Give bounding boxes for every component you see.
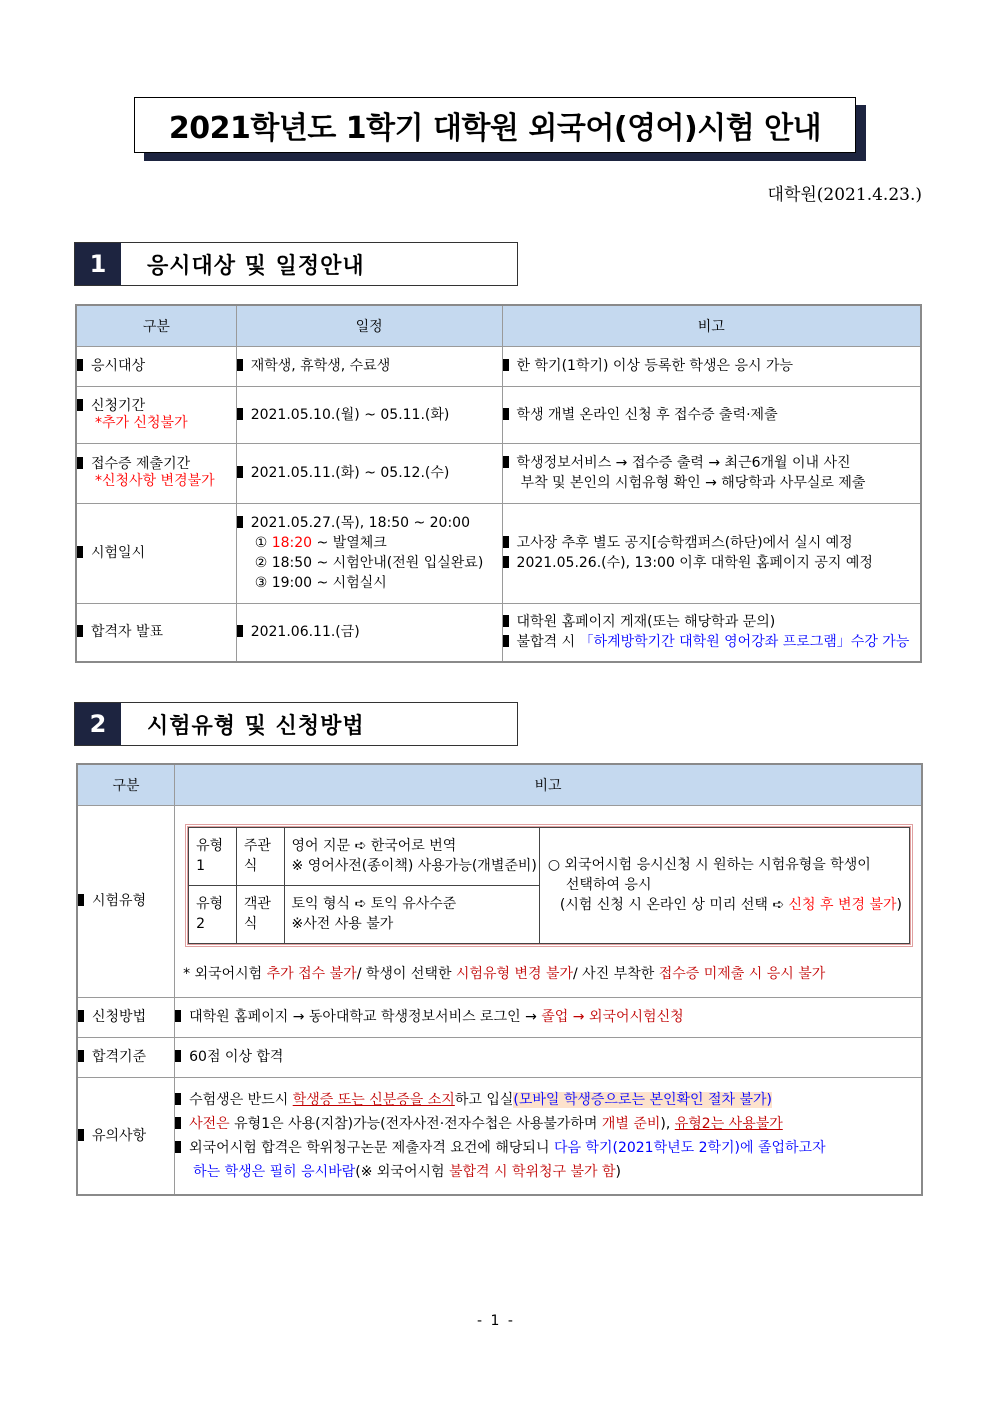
table-row [77,1037,922,1077]
type-note-line1: ○ 외국어시험 응시신청 시 원하는 시험유형을 학생이 [547,857,871,873]
section-1-number: 1 [75,243,121,285]
bullet-icon [503,556,509,568]
warning-line [175,947,921,983]
type-line2: ※ 영어사전(종이책) 사용가능(개별준비) [291,858,537,874]
row-note-line1: 학생정보서비스 → 접수증 출력 → 최근6개월 이내 사진 [516,455,851,471]
page-number: - 1 - [477,1313,515,1329]
row-label-sub: *신청사항 변경불가 [95,473,215,489]
warning-text: / 학생이 선택한 [356,965,456,982]
note-text: 외국어시험 합격은 학위청구논문 제출자격 요건에 해당되니 [189,1139,554,1156]
bullet-icon [78,1050,84,1062]
row-note-line1: 고사장 추후 별도 공지[승학캠퍼스(하단)에서 실시 예정 [516,535,853,551]
bullet-icon [503,359,509,371]
type-line1: 영어 지문 ➪ 한국어로 번역 [291,838,457,854]
header-category: 구분 [77,764,175,805]
exam-datetime: 2021.05.27.(목), 18:50 ~ 20:00 [250,515,470,531]
bullet-icon [77,546,83,558]
type-note-line3-pre: (시험 신청 시 온라인 상 미리 선택 ➪ [559,897,789,913]
section-2-title: 시험유형 및 신청방법 [147,713,365,739]
note-text: (※ 외국어시험 [355,1163,449,1180]
row-label: 유의사항 [92,1127,147,1144]
type-name: 유형 2 [189,885,237,943]
bullet-icon [77,625,83,637]
apply-path: 대학원 홈페이지 → 동아대학교 학생정보서비스 로그인 → [189,1009,542,1025]
step-3: ③ 19:00 ~ 시험실시 [254,575,387,591]
section-1-header [74,242,518,286]
note-blue: (모바일 학생증으로는 본인확인 절차 불가) [513,1091,773,1108]
section-2-number: 2 [75,703,121,745]
type-name: 유형 1 [189,827,237,885]
note-red: 불합격 시 학위청구 불가 함 [448,1163,616,1180]
table-header-row [76,305,921,346]
warning-text: / 사진 부착한 [573,965,659,982]
header-note: 비고 [175,764,922,805]
section-1-title: 응시대상 및 일정안내 [147,253,365,279]
type-note-line2: 선택하여 응시 [565,877,652,893]
bullet-icon [503,456,509,468]
note-red: 사전은 [189,1115,230,1132]
table-row [76,603,921,662]
note-text: ), [660,1115,675,1132]
header-category: 구분 [76,305,236,346]
row-note: 한 학기(1학기) 이상 등록한 학생은 응시 가능 [516,358,793,374]
row-label: 합격자 발표 [91,624,164,641]
bullet-icon [78,1010,84,1022]
row-schedule: 2021.06.11.(금) [250,624,360,641]
bullet-icon [237,359,243,371]
table-row [77,805,922,997]
table-row [76,346,921,386]
bullet-icon [503,615,509,627]
row-note-line2: 부착 및 본인의 시험유형 확인 → 해당학과 사무실로 제출 [520,475,866,491]
row-label: 신청방법 [92,1009,147,1025]
table-row [77,1077,922,1195]
table-row [77,997,922,1037]
note-red: 유형2는 사용불가 [674,1115,783,1132]
table-row [76,503,921,603]
type-row [189,827,910,885]
note-red: 개별 준비 [601,1115,661,1132]
bullet-icon [78,894,84,906]
bullet-icon [175,1050,181,1062]
header-schedule: 일정 [236,305,502,346]
step-2: ② 18:50 ~ 시험안내(전원 입실완료) [254,555,484,571]
bullet-icon [237,466,243,478]
type-kind: 주관식 [236,827,284,885]
row-label: 합격기준 [92,1049,147,1065]
table-header-row [77,764,922,805]
table-row [76,386,921,443]
header-note: 비고 [502,305,921,346]
row-note-line2-pre: 불합격 시 [516,634,580,651]
warning-red: 추가 접수 불가 [266,965,357,982]
warning-red: 접수증 미제출 시 응시 불가 [658,965,826,982]
step-1-number: ① [254,535,268,551]
row-note: 학생 개별 온라인 신청 후 접수증 출력·제출 [516,406,778,423]
bullet-icon [77,359,83,371]
step-1-time: 18:20 [271,535,313,551]
bullet-icon [175,1117,181,1129]
bullet-icon [237,516,243,528]
note-blue: 하는 학생은 필히 응시바람 [193,1163,356,1180]
exam-type-inner-table [188,827,910,944]
page-title: 2021학년도 1학기 대학원 외국어(영어)시험 안내 [134,97,856,153]
row-label: 신청기간 [91,397,146,414]
title-block [134,97,866,163]
exam-type-table [76,763,923,1196]
row-label-sub: *추가 신청불가 [95,414,188,431]
bullet-icon [78,1129,84,1141]
table-row [76,443,921,503]
bullet-icon [503,408,509,420]
bullet-icon [237,625,243,637]
row-schedule: 2021.05.10.(월) ~ 05.11.(화) [250,406,450,423]
warning-red: 시험유형 변경 불가 [455,965,574,982]
note-blue: 다음 학기(2021학년도 2학기)에 졸업하고자 [553,1139,826,1156]
bullet-icon [503,536,509,548]
step-1-text: ~ 발열체크 [316,535,387,551]
bullet-icon [503,635,509,647]
note-text: 유형1은 사용(지참)가능(전자사전·전자수첩은 사용불가하며 [229,1115,602,1132]
warning-text: * 외국어시험 [183,965,267,982]
note-text: ) [615,1163,622,1180]
note-red: 학생증 또는 신분증을 소지 [292,1091,455,1108]
row-note-line2: 2021.05.26.(수), 13:00 이후 대학원 홈페이지 공지 예정 [516,555,873,571]
exam-type-box [185,824,913,947]
row-note-line1: 대학원 홈페이지 게재(또는 해당학과 문의) [516,614,776,631]
bullet-icon [175,1141,181,1153]
type-line2: ※사전 사용 불가 [291,916,394,932]
row-label: 시험일시 [91,545,146,561]
type-note-line3-post: ) [896,897,902,913]
bullet-icon [175,1010,181,1022]
bullet-icon [77,399,83,411]
row-label: 시험유형 [92,893,147,909]
row-schedule: 재학생, 휴학생, 수료생 [250,358,391,374]
row-label: 접수증 제출기간 [91,456,191,472]
bullet-icon [237,408,243,420]
row-schedule: 2021.05.11.(화) ~ 05.12.(수) [250,465,450,481]
row-label: 응시대상 [91,358,146,374]
note-text: 수험생은 반드시 [189,1091,293,1108]
type-line1: 토익 형식 ➪ 토익 유사수준 [291,896,457,912]
english-program-link-text: 「하계방학기간 대학원 영어강좌 프로그램」수강 가능 [579,634,910,651]
pass-criteria: 60점 이상 합격 [189,1049,284,1065]
bullet-icon [175,1093,181,1105]
section-2-header [74,702,518,746]
issue-date: 대학원(2021.4.23.) [767,185,922,205]
bullet-icon [77,457,83,469]
apply-path-red: 졸업 → 외국어시험신청 [541,1009,684,1025]
schedule-table [75,304,922,663]
type-kind: 객관식 [236,885,284,943]
type-note-line3-red: 신청 후 변경 불가 [788,897,897,913]
note-text: 하고 입실 [454,1091,514,1108]
